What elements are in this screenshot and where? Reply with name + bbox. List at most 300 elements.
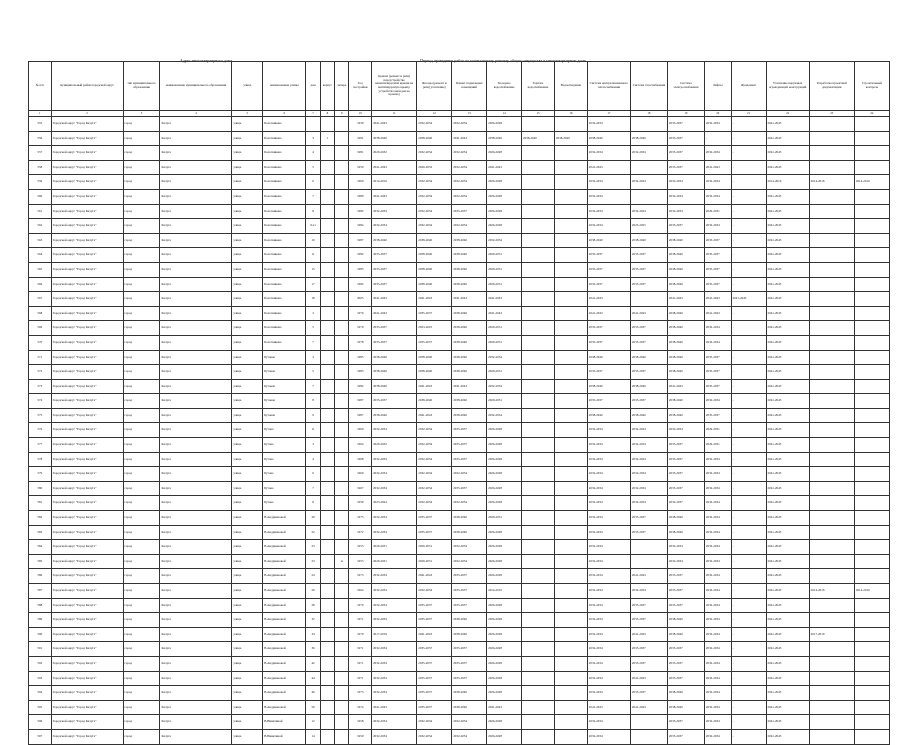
table-cell: 2038-2040: [630, 233, 667, 248]
table-cell: 2032-2034: [372, 204, 417, 219]
table-cell: 2032-2034: [704, 394, 731, 409]
table-cell: Калуга: [160, 700, 232, 715]
table-cell: 17: [306, 277, 320, 292]
table-cell: [554, 525, 587, 540]
table-cell: 2035-2037: [630, 335, 667, 350]
table-cell: 2032-2034: [704, 671, 731, 686]
table-cell: 555: [29, 117, 52, 132]
table-cell: 1955: [349, 540, 372, 555]
table-cell: 2032-2034: [704, 117, 731, 132]
table-cell: [854, 715, 889, 730]
table-cell: 44: [306, 671, 320, 686]
table-cell: [320, 642, 334, 657]
table-cell: 2035-2037: [704, 277, 731, 292]
table-cell: [320, 117, 334, 132]
table-cell: -: [731, 671, 766, 686]
table-cell: улица: [232, 467, 263, 482]
table-cell: 2035-2037: [630, 656, 667, 671]
table-cell: [335, 467, 349, 482]
table-cell: -: [731, 613, 766, 628]
table-cell: -: [731, 598, 766, 613]
table-cell: 2032-2034: [452, 189, 487, 204]
table-cell: [554, 408, 587, 423]
table-cell: 2041-2043: [372, 189, 417, 204]
table-cell: [854, 379, 889, 394]
table-cell: 2014-2016: [854, 584, 889, 599]
table-cell: 2032-2034: [587, 613, 630, 628]
table-cell: -: [731, 394, 766, 409]
table-cell: 2032-2034: [587, 423, 630, 438]
table-cell: 2032-2034: [372, 467, 417, 482]
table-cell: 7: [306, 379, 320, 394]
table-cell: 2026-2028: [487, 423, 522, 438]
table-cell: улица: [232, 189, 263, 204]
column-header: тип муниципального образования: [123, 62, 160, 111]
table-cell: 6: [306, 467, 320, 482]
table-cell: [854, 686, 889, 701]
table-cell: [854, 204, 889, 219]
table-cell: [522, 452, 555, 467]
table-cell: В.Андриановой: [263, 540, 306, 555]
table-cell: 2041-2043: [766, 189, 809, 204]
table-cell: 2026-2028: [487, 219, 522, 234]
table-cell: 2038-2040: [452, 408, 487, 423]
table-cell: Калуга: [160, 117, 232, 132]
table-cell: [335, 394, 349, 409]
table-cell: 2041-2043: [766, 394, 809, 409]
table-cell: Бутовая: [263, 408, 306, 423]
column-header: Лифты: [704, 62, 731, 111]
table-cell: [809, 467, 854, 482]
table-cell: 2041-2043: [766, 598, 809, 613]
table-cell: 2038-2040: [587, 233, 630, 248]
table-cell: город: [123, 584, 160, 599]
table-cell: -: [731, 262, 766, 277]
table-row: [29, 262, 890, 277]
table-cell: [335, 496, 349, 511]
table-cell: Болотникова: [263, 117, 306, 132]
table-cell: 2038-2040: [554, 131, 587, 146]
table-cell: 1958: [349, 715, 372, 730]
table-cell: 2026-2028: [487, 569, 522, 584]
table-cell: [554, 715, 587, 730]
table-cell: Городской округ "Город Калуга": [51, 438, 123, 453]
table-cell: [320, 700, 334, 715]
table-cell: 2026-2028: [487, 117, 522, 132]
table-cell: 2026-2028: [487, 175, 522, 190]
table-cell: [809, 423, 854, 438]
table-cell: 2035-2037: [452, 598, 487, 613]
table-cell: [335, 613, 349, 628]
table-cell: 2032-2034: [487, 350, 522, 365]
table-cell: Калуга: [160, 204, 232, 219]
table-cell: 1960: [349, 467, 372, 482]
table-cell: [522, 321, 555, 336]
table-row: [29, 146, 890, 161]
table-cell: 2041-2043: [372, 160, 417, 175]
table-cell: 2041-2043: [372, 292, 417, 307]
table-cell: [554, 452, 587, 467]
table-cell: Калуга: [160, 452, 232, 467]
table-cell: [809, 248, 854, 263]
table-cell: [854, 117, 889, 132]
table-cell: Городской округ "Город Калуга": [51, 204, 123, 219]
table-cell: Городской округ "Город Калуга": [51, 423, 123, 438]
table-cell: [335, 525, 349, 540]
table-cell: 2032-2034: [587, 189, 630, 204]
table-cell: 2032-2034: [704, 627, 731, 642]
table-cell: 580: [29, 481, 52, 496]
table-cell: 2032-2034: [704, 175, 731, 190]
table-cell: улица: [232, 715, 263, 730]
table-cell: Бутовая: [263, 394, 306, 409]
column-header: литера: [335, 62, 349, 111]
table-cell: 2032-2034: [587, 146, 630, 161]
table-cell: [522, 481, 555, 496]
table-cell: 2038-2040: [452, 627, 487, 642]
table-cell: 2029-2031: [487, 262, 522, 277]
table-cell: 2041-2043: [766, 525, 809, 540]
table-cell: 2023-2024: [372, 496, 417, 511]
table-cell: город: [123, 117, 160, 132]
table-cell: [809, 642, 854, 657]
table-cell: [554, 394, 587, 409]
table-cell: 2014-2016: [372, 175, 417, 190]
table-cell: [320, 394, 334, 409]
column-number: 4: [160, 111, 232, 117]
table-cell: 2032-2034: [417, 175, 452, 190]
table-cell: [809, 554, 854, 569]
table-cell: 2032-2034: [372, 423, 417, 438]
table-cell: 2032-2034: [452, 554, 487, 569]
table-cell: [854, 292, 889, 307]
table-cell: [630, 292, 667, 307]
table-cell: 560: [29, 189, 52, 204]
table-cell: Калуга: [160, 525, 232, 540]
column-header: корпус: [320, 62, 334, 111]
table-cell: 2026-2028: [487, 438, 522, 453]
column-header: Система газоснабжения: [630, 62, 667, 111]
table-cell: 2035-2037: [667, 467, 704, 482]
table-row: [29, 584, 890, 599]
table-cell: 1959: [349, 496, 372, 511]
column-number: 19: [667, 111, 704, 117]
table-cell: город: [123, 511, 160, 526]
table-cell: [335, 292, 349, 307]
table-cell: Калуга: [160, 219, 232, 234]
table-cell: [522, 335, 555, 350]
table-cell: [320, 379, 334, 394]
table-cell: 2035-2037: [630, 277, 667, 292]
table-cell: 15: [306, 262, 320, 277]
table-cell: Городской округ "Город Калуга": [51, 277, 123, 292]
table-cell: [320, 248, 334, 263]
table-cell: Болотникова: [263, 233, 306, 248]
table-cell: 2041-2043: [766, 423, 809, 438]
table-cell: [522, 175, 555, 190]
table-cell: Калуга: [160, 554, 232, 569]
column-number: 6: [263, 111, 306, 117]
table-cell: 2035-2037: [417, 686, 452, 701]
table-cell: -: [731, 277, 766, 292]
table-cell: [854, 511, 889, 526]
table-cell: 2026-2028: [487, 540, 522, 555]
table-cell: 2032-2034: [372, 481, 417, 496]
table-cell: [554, 233, 587, 248]
table-cell: [320, 350, 334, 365]
table-cell: 2029-2031: [417, 540, 452, 555]
table-cell: 2032-2034: [587, 540, 630, 555]
table-cell: 2029-2031: [487, 335, 522, 350]
column-number: 9: [335, 111, 349, 117]
table-cell: 14: [306, 729, 320, 744]
table-cell: 2041-2043: [766, 131, 809, 146]
column-header: Строительный контроль: [854, 62, 889, 111]
table-cell: 2041-2043: [630, 700, 667, 715]
table-cell: 2035-2037: [417, 598, 452, 613]
table-cell: Калуга: [160, 321, 232, 336]
column-number: 11: [372, 111, 417, 117]
table-cell: 2032-2034: [704, 481, 731, 496]
table-cell: [335, 715, 349, 730]
table-cell: [554, 496, 587, 511]
table-cell: 2038-2040: [667, 613, 704, 628]
table-cell: 2038-2040: [452, 233, 487, 248]
table-cell: 2032-2034: [372, 511, 417, 526]
table-cell: Калуга: [160, 277, 232, 292]
table-cell: [630, 117, 667, 132]
table-cell: [854, 262, 889, 277]
table-cell: 2038-2040: [667, 335, 704, 350]
table-cell: 587: [29, 584, 52, 599]
table-cell: улица: [232, 365, 263, 380]
table-cell: 2038-2040: [452, 686, 487, 701]
table-cell: Городской округ "Город Калуга": [51, 160, 123, 175]
table-cell: [809, 160, 854, 175]
table-cell: 2035-2037: [667, 642, 704, 657]
table-cell: -: [731, 233, 766, 248]
table-cell: [320, 467, 334, 482]
table-cell: Болотникова: [263, 131, 306, 146]
table-cell: 2041-2043: [766, 350, 809, 365]
table-cell: [854, 656, 889, 671]
table-cell: [809, 379, 854, 394]
table-cell: 2032-2034: [372, 598, 417, 613]
table-cell: 597: [29, 729, 52, 744]
table-cell: 2035-2037: [372, 394, 417, 409]
table-cell: 2029-2031: [487, 365, 522, 380]
table-cell: 2041-2043: [587, 160, 630, 175]
column-header: улица: [232, 62, 263, 111]
table-cell: [335, 204, 349, 219]
table-cell: [854, 438, 889, 453]
table-cell: город: [123, 423, 160, 438]
table-cell: 2038-2040: [667, 262, 704, 277]
table-cell: 2035-2037: [630, 642, 667, 657]
table-cell: 2029-2031: [704, 438, 731, 453]
table-cell: 2026-2028: [487, 715, 522, 730]
table-cell: 11: [306, 423, 320, 438]
table-cell: 2014-2016: [487, 584, 522, 599]
table-cell: [854, 248, 889, 263]
table-cell: город: [123, 481, 160, 496]
address-group-header: Адрес многоквартирного дома: [180, 58, 233, 63]
table-cell: 2035-2037: [630, 511, 667, 526]
table-cell: 1983: [349, 365, 372, 380]
table-cell: 2035-2037: [587, 321, 630, 336]
table-cell: 2032-2034: [587, 438, 630, 453]
table-cell: улица: [232, 511, 263, 526]
table-cell: 2038-2040: [452, 525, 487, 540]
table-row: [29, 496, 890, 511]
table-cell: [854, 350, 889, 365]
table-cell: 9 к1: [306, 219, 320, 234]
table-cell: 2032-2034: [417, 146, 452, 161]
table-cell: 2035-2037: [667, 715, 704, 730]
table-cell: 2038-2040: [667, 511, 704, 526]
table-cell: 2032-2034: [630, 146, 667, 161]
table-cell: Городской округ "Город Калуга": [51, 496, 123, 511]
table-cell: 2041-2043: [766, 438, 809, 453]
table-cell: улица: [232, 554, 263, 569]
table-cell: Бутовая: [263, 365, 306, 380]
table-cell: [554, 700, 587, 715]
table-cell: Калуга: [160, 262, 232, 277]
table-cell: улица: [232, 627, 263, 642]
table-cell: [320, 365, 334, 380]
table-cell: [522, 438, 555, 453]
table-cell: 2032-2034: [587, 569, 630, 584]
table-cell: 578: [29, 452, 52, 467]
table-cell: улица: [232, 613, 263, 628]
table-cell: 1960: [349, 423, 372, 438]
table-cell: улица: [232, 175, 263, 190]
table-cell: 1939: [349, 117, 372, 132]
table-cell: [320, 306, 334, 321]
table-row: [29, 233, 890, 248]
table-cell: 4: [306, 452, 320, 467]
table-cell: 2032-2034: [372, 525, 417, 540]
table-cell: Калуга: [160, 248, 232, 263]
table-cell: [554, 248, 587, 263]
table-cell: 2035-2037: [630, 248, 667, 263]
table-cell: Болотникова: [263, 306, 306, 321]
table-cell: 10: [306, 233, 320, 248]
table-cell: В.Андриановой: [263, 613, 306, 628]
table-cell: 2038-2040: [630, 131, 667, 146]
table-cell: 2032-2034: [587, 554, 630, 569]
table-cell: [320, 262, 334, 277]
table-cell: 2038-2040: [372, 408, 417, 423]
table-cell: [809, 131, 854, 146]
table-cell: Калуга: [160, 467, 232, 482]
table-cell: [522, 613, 555, 628]
table-cell: [335, 335, 349, 350]
table-cell: [335, 175, 349, 190]
table-cell: [809, 540, 854, 555]
table-cell: 1991: [349, 131, 372, 146]
table-cell: [854, 277, 889, 292]
table-cell: 2041-2043: [372, 117, 417, 132]
table-cell: В.Андриановой: [263, 700, 306, 715]
table-cell: 2038-2040: [372, 350, 417, 365]
table-cell: улица: [232, 584, 263, 599]
table-cell: 2032-2034: [452, 160, 487, 175]
table-cell: 2038-2040: [452, 613, 487, 628]
table-row: [29, 306, 890, 321]
table-cell: Болотникова: [263, 146, 306, 161]
table-cell: [854, 335, 889, 350]
table-cell: 2032-2034: [417, 219, 452, 234]
table-cell: [522, 569, 555, 584]
table-cell: Городской округ "Город Калуга": [51, 292, 123, 307]
table-cell: 2035-2037: [704, 379, 731, 394]
table-cell: Калуга: [160, 627, 232, 642]
table-cell: улица: [232, 394, 263, 409]
table-cell: 2041-2043: [766, 365, 809, 380]
table-cell: [809, 481, 854, 496]
table-cell: 2035-2037: [452, 423, 487, 438]
table-cell: Болотникова: [263, 204, 306, 219]
table-cell: 7: [306, 481, 320, 496]
table-cell: В.Андриановой: [263, 642, 306, 657]
table-cell: улица: [232, 481, 263, 496]
table-cell: улица: [232, 540, 263, 555]
table-cell: -: [731, 627, 766, 642]
table-cell: Болотникова: [263, 248, 306, 263]
table-cell: 588: [29, 598, 52, 613]
table-cell: [809, 408, 854, 423]
table-cell: 2032-2034: [704, 554, 731, 569]
table-cell: 2038-2040: [452, 277, 487, 292]
table-cell: -: [731, 204, 766, 219]
table-cell: город: [123, 686, 160, 701]
table-cell: [854, 233, 889, 248]
table-cell: Болотникова: [263, 160, 306, 175]
table-cell: 2041-2043: [630, 671, 667, 686]
table-cell: 2032-2037: [667, 496, 704, 511]
table-cell: улица: [232, 496, 263, 511]
table-cell: В.Андриановой: [263, 569, 306, 584]
table-cell: 2032-2034: [587, 496, 630, 511]
table-cell: Калуга: [160, 146, 232, 161]
table-cell: 2026-2028: [487, 598, 522, 613]
table-cell: [809, 292, 854, 307]
table-row: [29, 656, 890, 671]
table-cell: 2017-2019: [809, 627, 854, 642]
table-cell: 5: [306, 365, 320, 380]
table-cell: 2041-2043: [766, 335, 809, 350]
table-cell: 2038-2040: [417, 277, 452, 292]
table-cell: [809, 350, 854, 365]
table-cell: [854, 189, 889, 204]
table-cell: 2041-2043: [417, 408, 452, 423]
table-cell: 579: [29, 467, 52, 482]
column-number: 1: [29, 111, 52, 117]
table-cell: [335, 117, 349, 132]
table-cell: 1982: [349, 204, 372, 219]
table-cell: улица: [232, 306, 263, 321]
table-cell: 2041-2043: [766, 584, 809, 599]
table-cell: 2041-2043: [766, 204, 809, 219]
table-cell: 2035-2037: [667, 656, 704, 671]
table-body: [29, 117, 890, 745]
table-row: [29, 438, 890, 453]
table-cell: Городской округ "Город Калуга": [51, 335, 123, 350]
table-cell: 562: [29, 219, 52, 234]
table-cell: 2038-2040: [417, 365, 452, 380]
table-cell: 2026-2028: [487, 204, 522, 219]
